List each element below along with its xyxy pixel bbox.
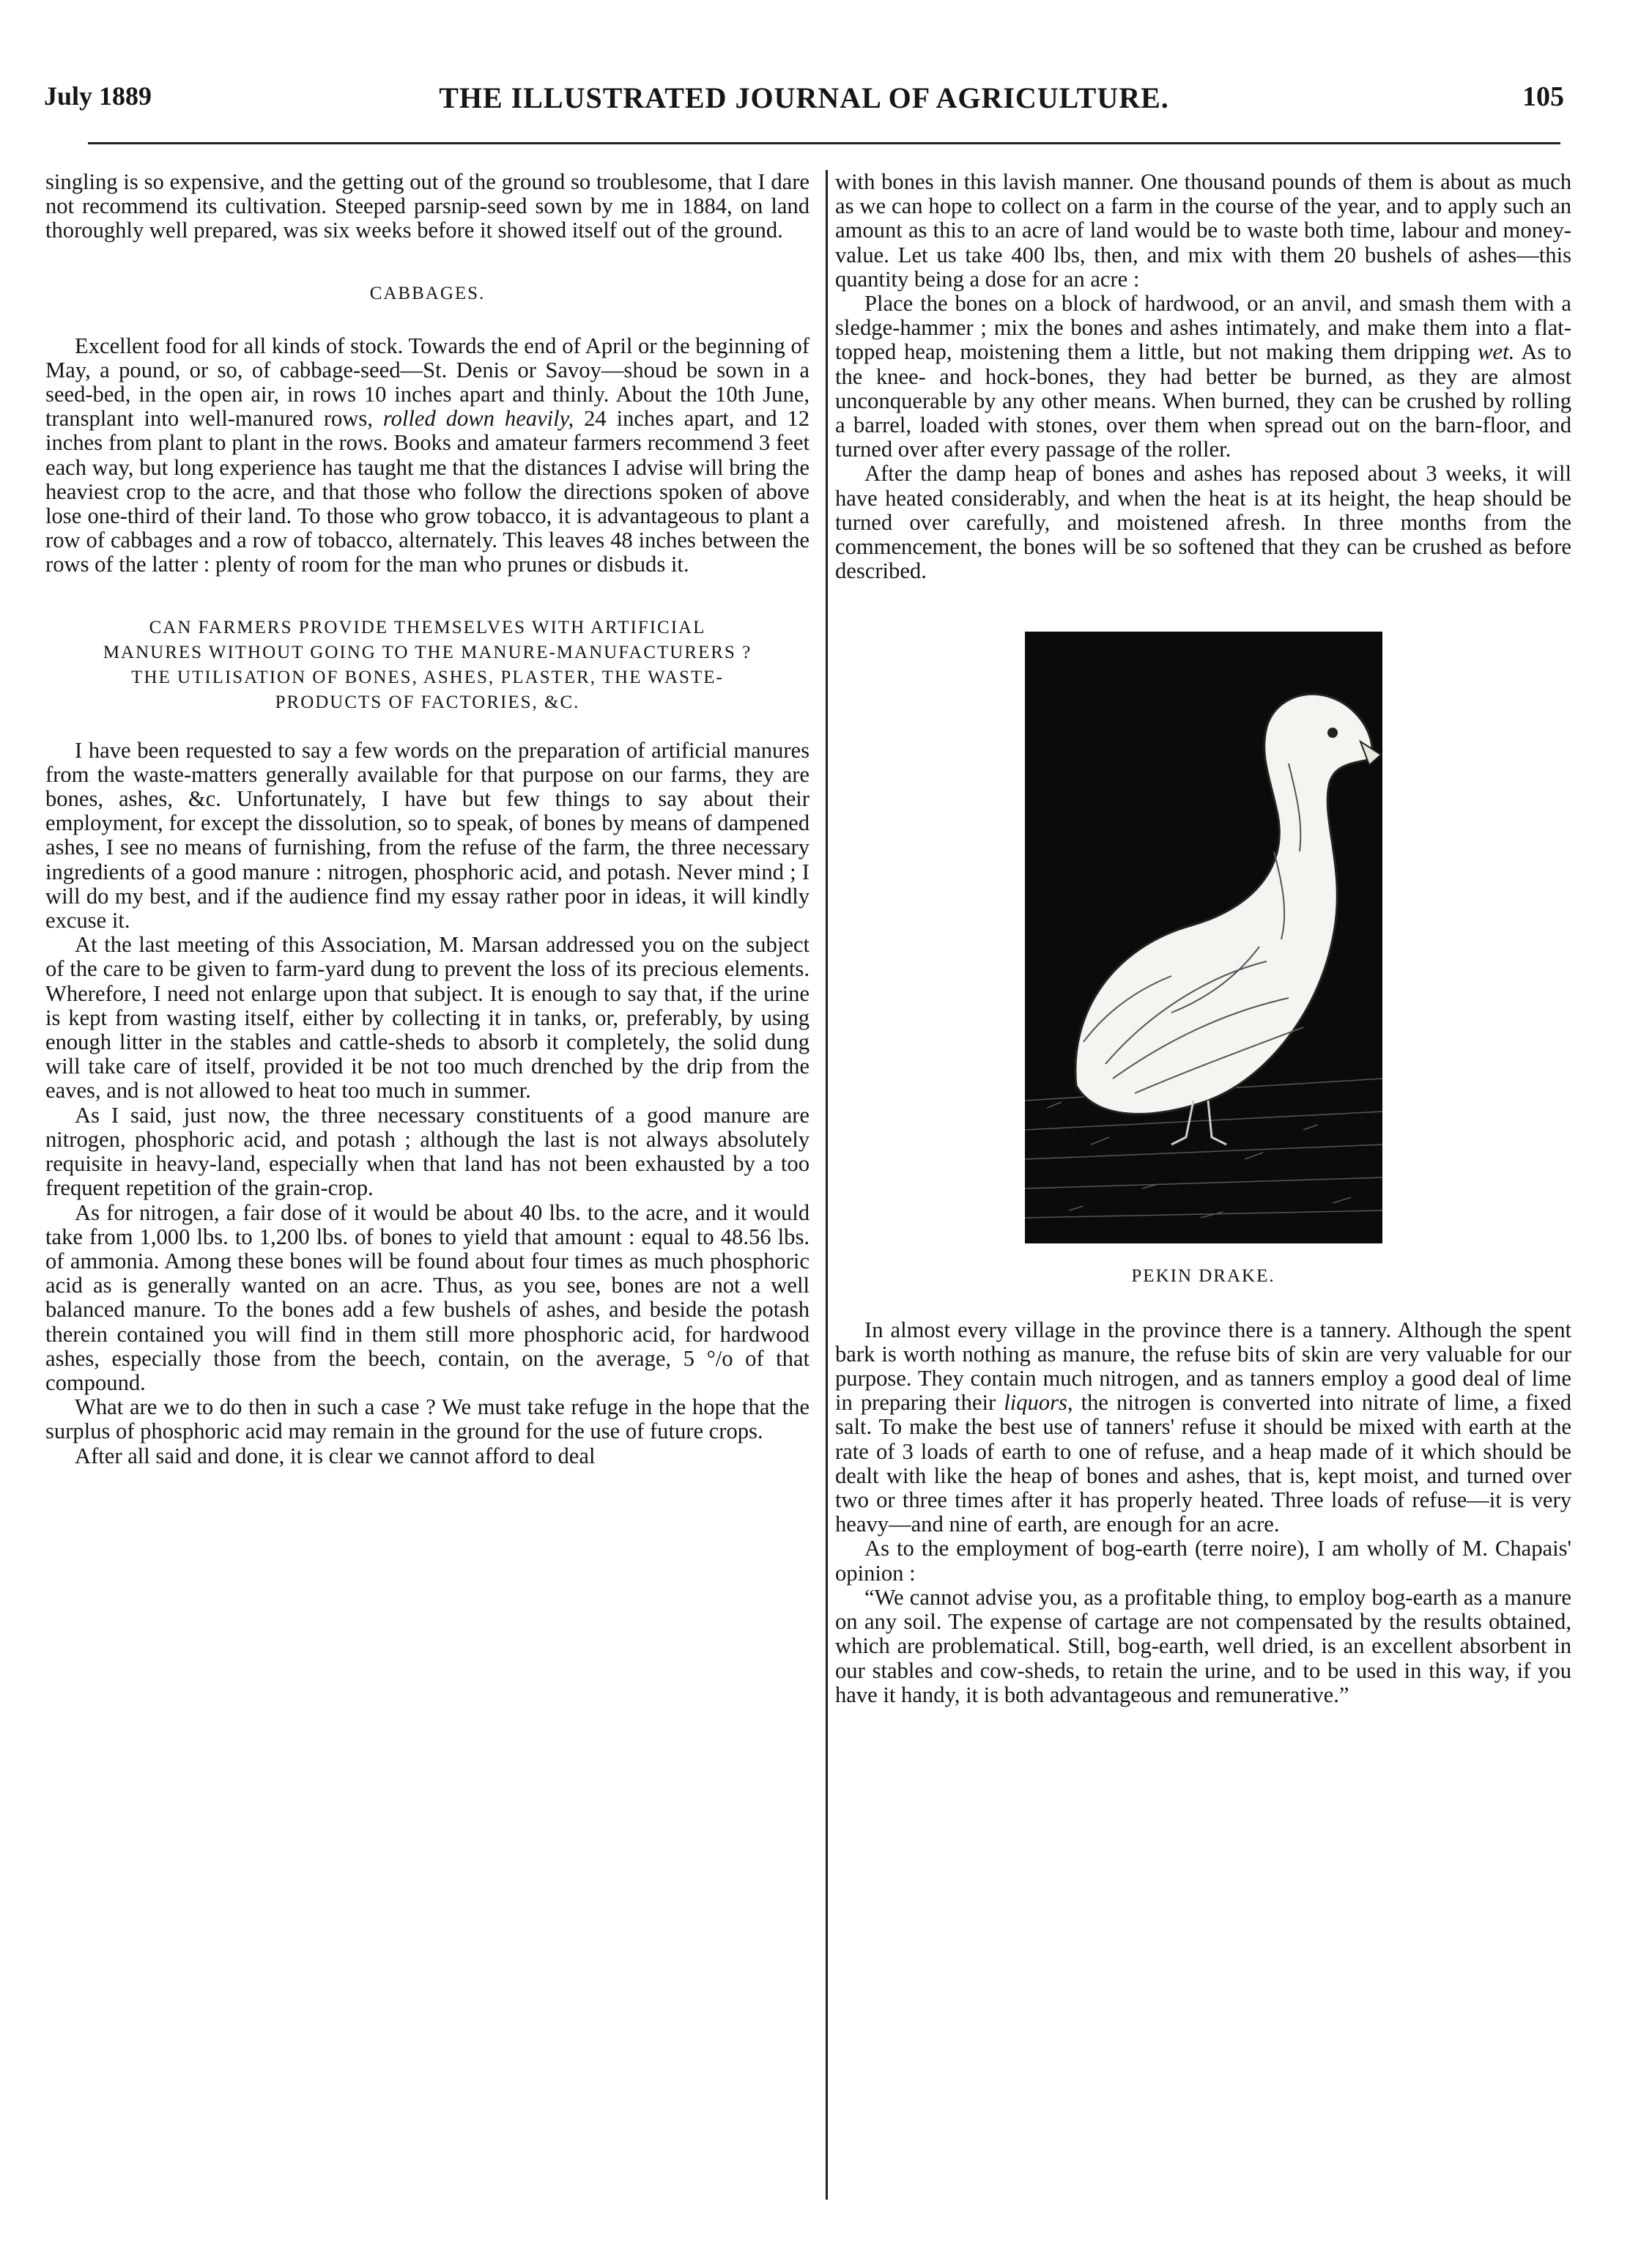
quoted-paragraph: “We cannot advise you, as a profitable thing, to employ bog-earth as a manure on any soil. The expense of cartage are not compensated by the results obtained, which are problematical. Still, bog-earth, well dried, is an excellent absorbent in our stables and cow-sheds, to retain the urine, and to be used in this way, if you have it handy, it is both advantageous and remunerative.” [835, 1584, 1571, 1707]
paragraph: As to the employment of bog-earth (terre noire), I am wholly of M. Chapais' opinion : [835, 1536, 1571, 1586]
column-divider [826, 170, 828, 2200]
header-rule [88, 142, 1560, 144]
paragraph: In almost every village in the province there is a tannery. Although the spent bark is worth nothing as manure, the refuse bits of skin are very valuable for our purpose. They contain much nitrogen, and as tanners employ a good deal of lime in preparing their liquors, the nitrogen is converted into nitrate of lime, a fixed salt. To make the best use of tanners' refuse it should be mixed with earth at the rate of 3 loads of earth to one of refuse, and a heap made of it which should be dealt with like the heap of bones and ashes, that is, kept moist, and turned over two or three times after it has properly heated. Three loads of refuse—it is very heavy—and nine of earth, are enough for an acre. [835, 1317, 1571, 1537]
figure-pekin-drake [835, 632, 1571, 1288]
paragraph: After the damp heap of bones and ashes has reposed about 3 weeks, it will have heated considerably, and when the heat is at its height, the heap should be turned over carefully, and moistened afresh. In three months from the commencement, the bones will be so softened that they can be crushed as before described. [835, 461, 1571, 584]
page-number: 105 [1522, 81, 1564, 112]
paragraph: I have been requested to say a few words on the preparation of artificial manures from the waste-matters generally available for that purpose on our farms, they are bones, ashes, &c. Unfortunately, I have but few things to say about their employment, for except the dissolution, so to speak, of bones by means of dampened ashes, I see no means of furnishing, from the refuse of the farm, the three necessary ingredients of a good manure : nitrogen, phosphoric acid, and potash. Never mind ; I will do my best, and if the audience find my essay rather poor in ideas, it will kindly excuse it. [45, 737, 810, 933]
paragraph: with bones in this lavish manner. One thousand pounds of them is about as much as we can hope to collect on a farm in the course of the year, and to apply such an amount as this to an acre of land would be to waste both time, labour and money-value. Let us take 400 lbs, then, and mix with them 20 bushels of ashes—this quantity being a dose for an acre : [835, 169, 1571, 292]
running-head [44, 81, 1564, 125]
paragraph: At the last meeting of this Association, M. Marsan addressed you on the subject of the care to be given to farm-yard dung to prevent the loss of its precious elements. Wherefore, I need not enlarge upon that subject. It is enough to say that, if the urine is kept from wasting itself, either by collecting it in tanks, or, preferably, by using enough litter in the stables and cattle-sheds to absorb it completely, the solid dung will take care of itself, provided it be not too much drenched by the drip from the eaves, and is not allowed to heat too much in summer. [45, 932, 810, 1103]
paragraph: After all said and done, it is clear we cannot afford to deal [75, 1443, 596, 1468]
figure-caption: PEKIN DRAKE. [1131, 1266, 1275, 1287]
paragraph: Excellent food for all kinds of stock. Towards the end of April or the beginning of May, a pound, or so, of cabbage-seed—St. Denis or Savoy—shoud be sown in a seed-bed, in the open air, in rows 10 inches apart and thinly. About the 10th June, transplant into well-manured rows, rolled down heavily, 24 inches apart, and 12 inches from plant to plant in the rows. Books and amateur farmers recommend 3 feet each way, but long experience has taught me that the distances I advise will bring the heaviest crop to the acre, and that those who follow the directions spoken of above lose one-third of their land. To those who grow tobacco, it is advantageous to plant a row of cabbages and a row of tobacco, alternately. This leaves 48 inches between the rows of the latter : plenty of room for the man who prunes or disbuds it. [45, 333, 810, 577]
paragraph: As for nitrogen, a fair dose of it would be about 40 lbs. to the acre, and it would take from 1,000 lbs. to 1,200 lbs. of bones to yield that amount : equal to 48.56 lbs. of ammonia. Among these bones will be found about four times as much phosphoric acid as is generally wanted on an acre. Thus, as you see, bones are not a well balanced manure. To the bones add a few bushels of ashes, and beside the potash therein contained you will find in them still more phosphoric acid, for hardwood ashes, especially those from the beech, contain, on the average, 5 °/o of that compound. [45, 1199, 810, 1395]
paragraph: As I said, just now, the three necessary constituents of a good manure are nitrogen, phosphoric acid, and potash ; although the last is not always absolutely requisite in heavy-land, especially when that land has not been exhausted by a too frequent repetition of the grain-crop. [45, 1102, 810, 1201]
section-heading-cabbages: CABBAGES. [369, 283, 486, 303]
paragraph: singling is so expensive, and the getting out of the ground so troublesome, that I dare not recommend its cultivation. Steeped parsnip-seed sown by me in 1884, on land thoroughly well prepared, was six weeks before it showed itself out of the ground. [45, 169, 810, 243]
section-heading-artificial-manures: CAN FARMERS PROVIDE THEMSELVES WITH ARTIFICIAL MANURES WITHOUT GOING TO THE MANURE-MANUFACTURERS ? THE UTILISATION OF BONES, ASHES, PLASTER, THE WASTE-PRODUCTS OF FACTORIES, &C. [103, 617, 752, 712]
right-column [835, 170, 1571, 1707]
paragraph: What are we to do then in such a case ? We must take refuge in the hope that the surplus of phosphoric acid may remain in the ground for the use of future crops. [45, 1394, 810, 1444]
paragraph: Place the bones on a block of hardwood, or an anvil, and smash them with a sledge-hammer ; mix the bones and ashes intimately, and make them into a flat-topped heap, moistening them a little, but not making them dripping wet. As to the knee- and hock-bones, they had better be burned, as they are almost unconquerable by any other means. When burned, they can be crushed by rolling a barrel, loaded with stones, over them when spread out on the barn-floor, and turned over after every passage of the roller. [835, 291, 1572, 462]
journal-title: THE ILLUSTRATED JOURNAL OF AGRICULTURE. [439, 81, 1169, 114]
pekin-drake-illustration [1025, 632, 1382, 1243]
issue-date: July 1889 [44, 81, 152, 111]
left-column [45, 170, 810, 1468]
